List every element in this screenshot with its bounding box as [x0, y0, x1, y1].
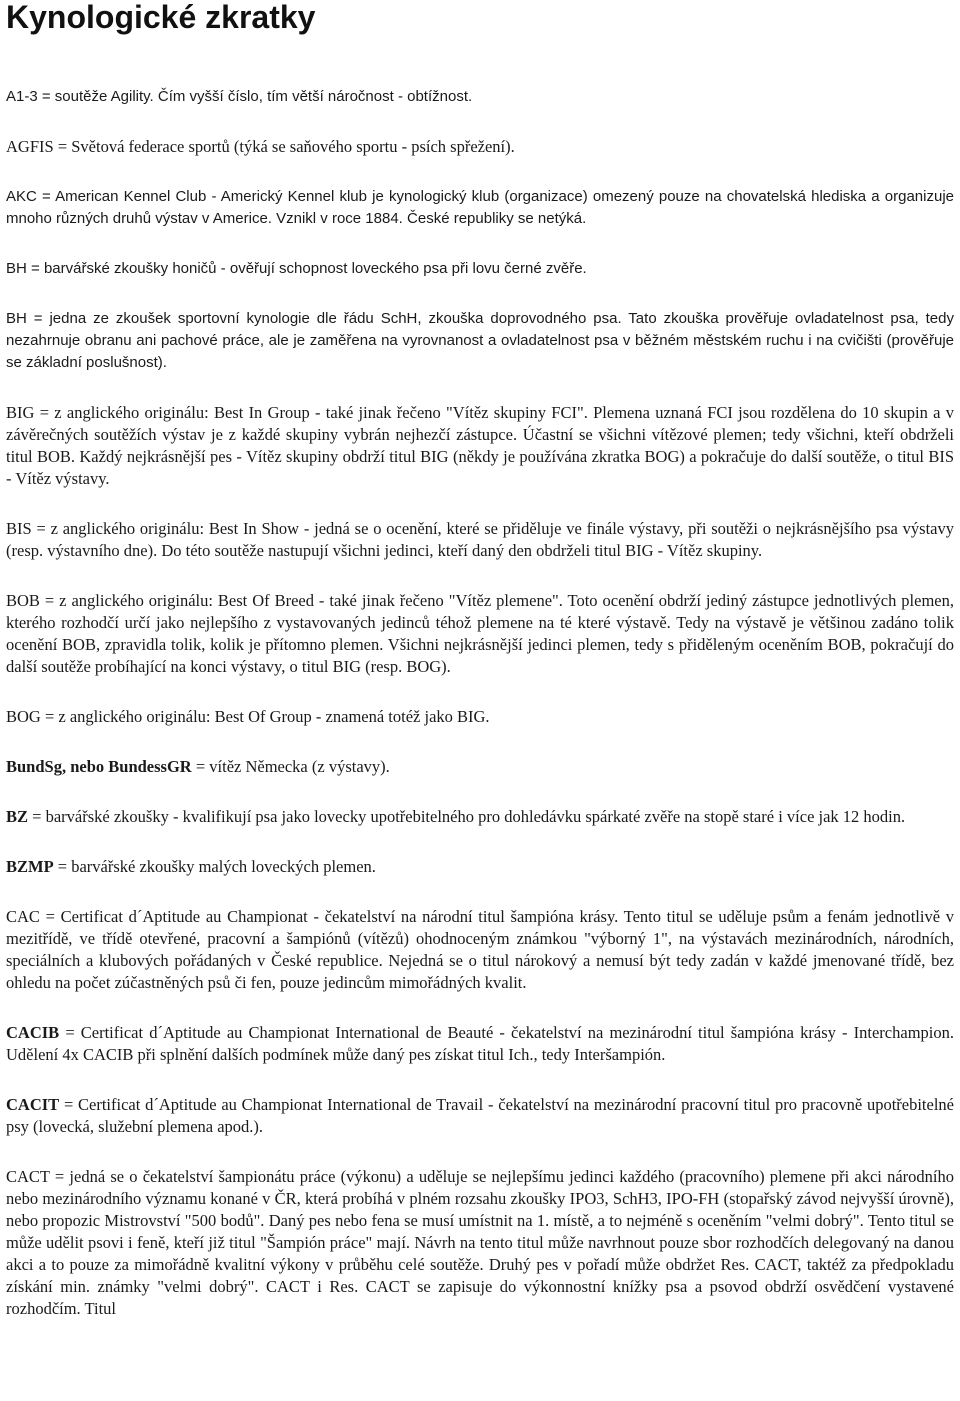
abbreviation-entry [6, 1094, 954, 1138]
abbreviation-entry [6, 806, 954, 828]
abbreviation-definition: = z anglického originálu: Best In Group - také jinak řečeno "Vítěz skupiny FCI". Plemena uznaná FCI jsou rozdělena do 10 skupin a v závěrečných soutěžích výstav je z každé skupiny vybrán nejhezčí zástupce. Účastní se všichni vítězové plemen; tedy všichni, kteří obdrželi titul BOB. Každý nejkrásnější pes - Vítěz skupiny obdrží titul BIG (někdy je používána zkratka BOG) a pokračuje do další soutěže, o titul BIS - Vítěz výstavy. [6, 403, 954, 488]
abbreviation-definition: = Certificat d´Aptitude au Championat International de Beauté - čekatelství na mezinárodní titul šampióna krásy - Interchampion. Udělení 4x CACIB při splnění dalších podmínek může daný pes získat titul Ich., tedy Interšampión. [6, 1023, 954, 1064]
abbreviation-entry [6, 706, 954, 728]
abbreviation-term: BH [6, 310, 27, 327]
abbreviation-term: BZMP [6, 857, 54, 876]
abbreviation-entry [6, 258, 954, 280]
abbreviation-entry [6, 136, 954, 158]
abbreviation-definition: = barvářské zkoušky honičů - ověřují schopnost loveckého psa při lovu černé zvěře. [26, 260, 587, 277]
abbreviation-term: CAC [6, 907, 40, 926]
abbreviation-term: BOG [6, 707, 41, 726]
abbreviation-term: CACT [6, 1167, 50, 1186]
abbreviation-entry [6, 308, 954, 374]
abbreviation-definition: = jedná se o čekatelství šampionátu práce (výkonu) a uděluje se nejlepšímu jedinci každého (pracovního) plemene při akci národního nebo mezinárodního významu konané v ČR, která probíhá v plném rozsahu zkoušky IPO3, SchH3, IPO-FH (stopařský závod nejvyšší úrovně), nebo propozic Mistrovství "500 bodů". Daný pes nebo fena se musí umístnit na 1. místě, a to nejméně s oceněním "velmi dobrý". Tento titul se může udělit psovi i feně, kteří již titul "Šampión práce" mají. Návrh na tento titul může navrhnout pouze sbor rozhodčích delegovaný na danou akci a to pouze za mimořádně kvalitní výkony v průběhu celé soutěže. Druhý pes v pořadí může obdržet Res. CACT, taktéž za předpokladu získání min. známky "velmi dobrý". CACT i Res. CACT se zapisuje do výkonnostní knížky psa a psovod obdrží osvědčení vystavené rozhodčím. Titul [6, 1167, 954, 1318]
abbreviation-entry [6, 1166, 954, 1320]
abbreviation-term: A1-3 [6, 88, 38, 105]
abbreviation-term: AKC [6, 188, 37, 205]
abbreviation-term: BH [6, 260, 27, 277]
abbreviation-term: BZ [6, 807, 29, 826]
abbreviation-entry [6, 1022, 954, 1066]
abbreviation-definition: = vítěz Německa (z výstavy). [191, 757, 390, 776]
abbreviation-term: BIG [6, 403, 35, 422]
abbreviation-term: CACIB [6, 1023, 60, 1042]
abbreviation-entry [6, 402, 954, 490]
abbreviation-definition: = barvářské zkoušky malých loveckých plemen. [53, 857, 376, 876]
abbreviation-definition: = Certificat d´Aptitude au Championat International de Travail - čekatelství na mezinárodní pracovní titul pro pracovně upotřebitelné psy (lovecká, služební plemena apod.). [6, 1095, 954, 1136]
abbreviation-definition: = Světová federace sportů (týká se saňového sportu - psích spřežení). [53, 137, 515, 156]
abbreviation-entry [6, 906, 954, 994]
abbreviation-term: BIS [6, 519, 32, 538]
abbreviation-definition: = z anglického originálu: Best Of Breed - také jinak řečeno "Vítěz plemene". Toto ocenění obdrží jediný zástupce jednotlivých plemen, kterého rozhodčí určí jako nejlepšího z vystavovaných jedinců téhož plemene na té které výstavě. Tedy na výstavě je většinou zadáno tolik ocenění BOB, zpravidla tolik, kolik je přítomno plemen. Všichni nejkrásnější jedinci plemen, tedy s přiděleným oceněním BOB, pokračují do další soutěže probíhající na konci výstavy, o titul BIG (resp. BOG). [6, 591, 954, 676]
abbreviation-definition: = American Kennel Club - Americký Kennel klub je kynologický klub (organizace) omezený pouze na chovatelská hlediska a organizuje mnoho různých druhů výstav v Americe. Vznikl v roce 1884. České republiky se netýká. [6, 188, 954, 227]
abbreviation-entry [6, 590, 954, 678]
abbreviation-term: CACIT [6, 1095, 60, 1114]
abbreviation-term: BOB [6, 591, 40, 610]
abbreviation-definition: = z anglického originálu: Best Of Group - znamená totéž jako BIG. [40, 707, 490, 726]
abbreviation-definition: = jedna ze zkoušek sportovní kynologie dle řádu SchH, zkouška doprovodného psa. Tato zkouška prověřuje ovladatelnost psa, tedy nezahrnuje obranu ani pachové práce, ale je zaměřena na vyrovnanost a ovladatelnost psa v běžném městském ruchu i na cvičišti (prověřuje se základní poslušnost). [6, 310, 954, 371]
abbreviation-definition: = Certificat d´Aptitude au Championat - čekatelství na národní titul šampióna krásy. Tento titul se uděluje psům a fenám jednotlivě v mezitřídě, ve třídě otevřené, pracovní a šampiónů (vítězů) ohodnoceným známkou "výborný 1", na výstavách mezinárodních, národních, speciálních a klubových pořádaných v České republice. Nejedná se o titul nárokový a nemusí být tedy zadán v každé jmenované třídě, bez ohledu na počet zúčastněných psů či fen, pouze jedincům mimořádných kvalit. [6, 907, 954, 992]
abbreviation-term: BundSg, nebo BundessGR [6, 757, 192, 776]
abbreviation-list [6, 86, 954, 1320]
abbreviation-entry [6, 86, 954, 108]
page-title: Kynologické zkratky [6, 0, 316, 35]
abbreviation-definition: = barvářské zkoušky - kvalifikují psa jako lovecky upotřebitelného pro dohledávku spárkaté zvěře na stopě staré i více jak 12 hodin. [28, 807, 906, 826]
abbreviation-entry [6, 756, 954, 778]
abbreviation-entry [6, 856, 954, 878]
abbreviation-entry [6, 186, 954, 230]
abbreviation-term: AGFIS [6, 137, 54, 156]
abbreviation-definition: = z anglického originálu: Best In Show - jedná se o ocenění, které se přiděluje ve finále výstavy, při soutěži o nejkrásnějšího psa výstavy (resp. výstavního dne). Do této soutěže nastupují všichni jedinci, kteří daný den obdrželi titul BIG - Vítěz skupiny. [6, 519, 954, 560]
abbreviation-entry [6, 518, 954, 562]
abbreviation-definition: = soutěže Agility. Čím vyšší číslo, tím větší náročnost - obtížnost. [37, 88, 473, 105]
